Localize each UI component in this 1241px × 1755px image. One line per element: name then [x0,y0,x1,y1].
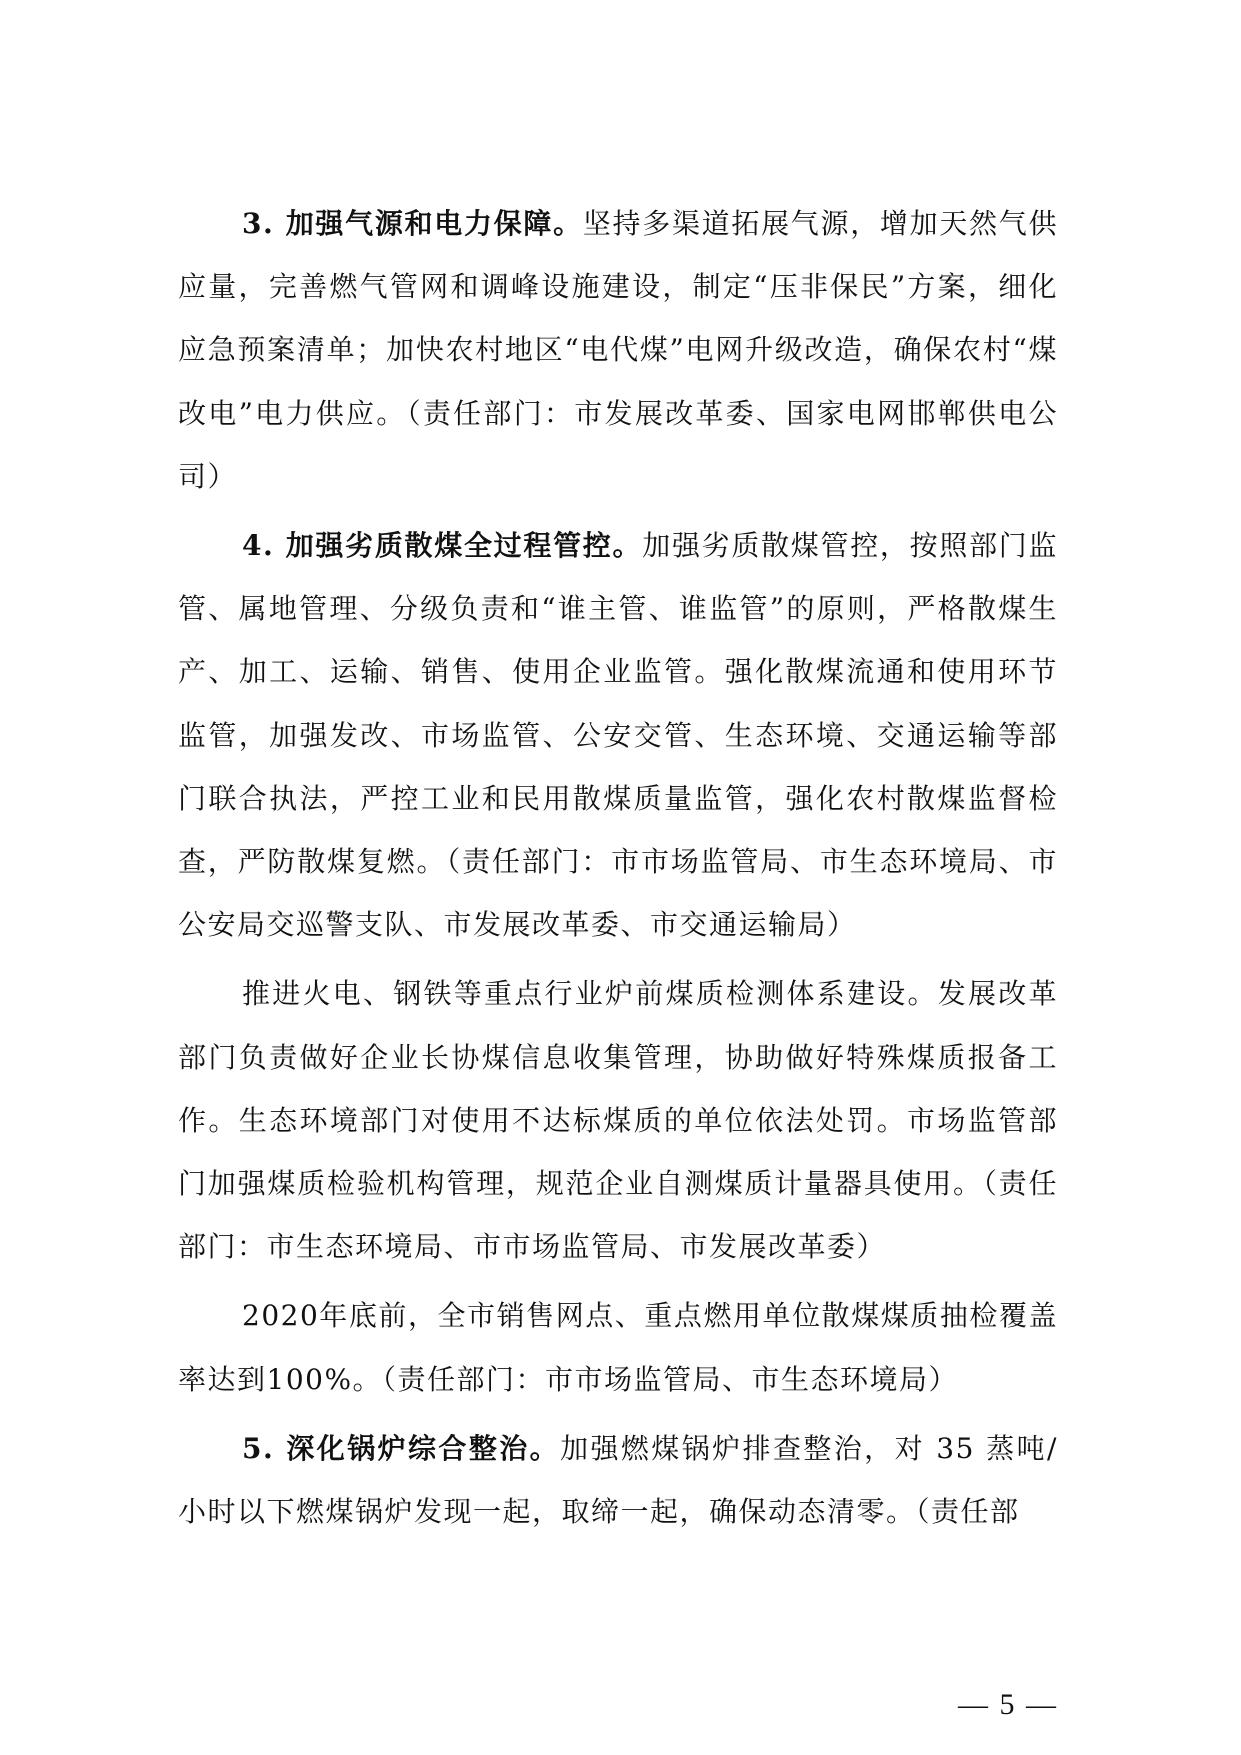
document-body [178,192,1058,1549]
paragraph-poor-coal-control [178,514,1058,956]
paragraph-coal-quality-testing [178,962,1058,1278]
section-heading: 5. 深化锅炉综合整治。 [242,1431,561,1465]
paragraph-text: 推进火电、钢铁等重点行业炉前煤质检测体系建设。发展改革部门负责做好企业长协煤信息收集管理，协助做好特殊煤质报备工作。生态环境部门对使用不达标煤质的单位依法处罚。市场监管部门加强煤质检验机构管理，规范企业自测煤质计量器具使用。（责任部门：市生态环境局、市市场监管局、市发展改革委） [178,977,1058,1264]
paragraph-text: 加强劣质散煤管控，按照部门监管、属地管理、分级负责和“谁主管、谁监管”的原则，严格散煤生产、加工、运输、销售、使用企业监管。强化散煤流通和使用环节监管，加强发改、市场监管、公安交管、生态环境、交通运输等部门联合执法，严控工业和民用散煤质量监管，强化农村散煤监督检查，严防散煤复燃。（责任部门：市市场监管局、市生态环境局、市公安局交巡警支队、市发展改革委、市交通运输局） [178,529,1058,942]
paragraph-text: 2020年底前，全市销售网点、重点燃用单位散煤煤质抽检覆盖率达到100%。（责任部门：市市场监管局、市生态环境局） [178,1299,1058,1396]
section-heading: 3. 加强气源和电力保障。 [242,207,583,240]
paragraph-boiler-rectification [178,1417,1058,1543]
page-number: — 5 — [958,1688,1058,1721]
section-heading: 4. 加强劣质散煤全过程管控。 [242,529,643,563]
paragraph-gas-power-supply [178,192,1058,508]
paragraph-text: 坚持多渠道拓展气源，增加天然气供应量，完善燃气管网和调峰设施建设，制定“压非保民”方案，细化应急预案清单；加快农村地区“电代煤”电网升级改造，确保农村“煤改电”电力供应。（责任部门：市发展改革委、国家电网邯郸供电公司） [178,207,1058,493]
paragraph-text: 加强燃煤锅炉排查整治，对 35 蒸吨/小时以下燃煤锅炉发现一起，取缔一起，确保动态清零。（责任部 [178,1431,1058,1529]
paragraph-sampling-coverage [178,1284,1058,1410]
